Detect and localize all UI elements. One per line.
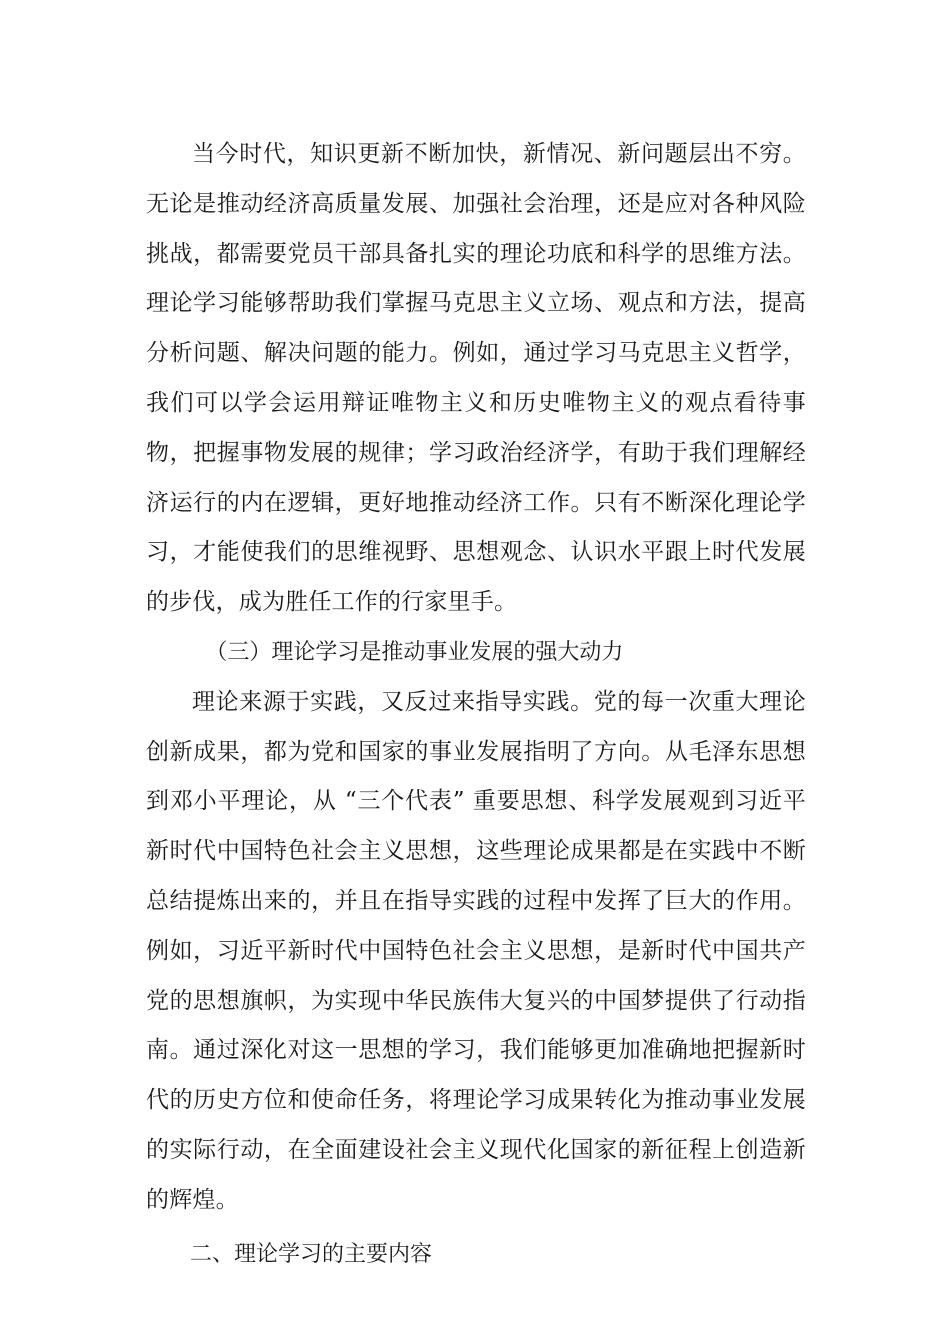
section-heading-main-content: 二、理论学习的主要内容 [190,1241,433,1267]
document-body [146,130,806,1279]
subheading-theory-driving-force: （三）理论学习是推动事业发展的强大动力 [205,639,624,665]
paragraph-theory-practice: 理论来源于实践，又反过来指导实践。党的每一次重大理论创新成果，都为党和国家的事业发展指明了方向。从毛泽东思想到邓小平理论，从 “三个代表” 重要思想、科学发展观到习近平新时代中国特色社会主义思想，这些理论成果都是在实践中不断总结提炼出来的，并且在指导实践的过程中发挥了巨大的作用。例如，习近平新时代中国特色社会主义思想，是新时代中国共产党的思想旗帜，为实现中华民族伟大复兴的中国梦提供了行动指南。通过深化对这一思想的学习，我们能够更加准确地把握新时代的历史方位和使命任务，将理论学习成果转化为推动事业发展的实际行动，在全面建设社会主义现代化国家的新征程上创造新的辉煌。 [146,688,806,1213]
paragraph-knowledge-update: 当今时代，知识更新不断加快，新情况、新问题层出不穷。无论是推动经济高质量发展、加强社会治理，还是应对各种风险挑战，都需要党员干部具备扎实的理论功底和科学的思维方法。理论学习能够帮助我们掌握马克思主义立场、观点和方法，提高分析问题、解决问题的能力。例如，通过学习马克思主义哲学，我们可以学会运用辩证唯物主义和历史唯物主义的观点看待事物，把握事物发展的规律；学习政治经济学，有助于我们理解经济运行的内在逻辑，更好地推动经济工作。只有不断深化理论学习，才能使我们的思维视野、思想观念、认识水平跟上时代发展的步伐，成为胜任工作的行家里手。 [146,141,806,616]
